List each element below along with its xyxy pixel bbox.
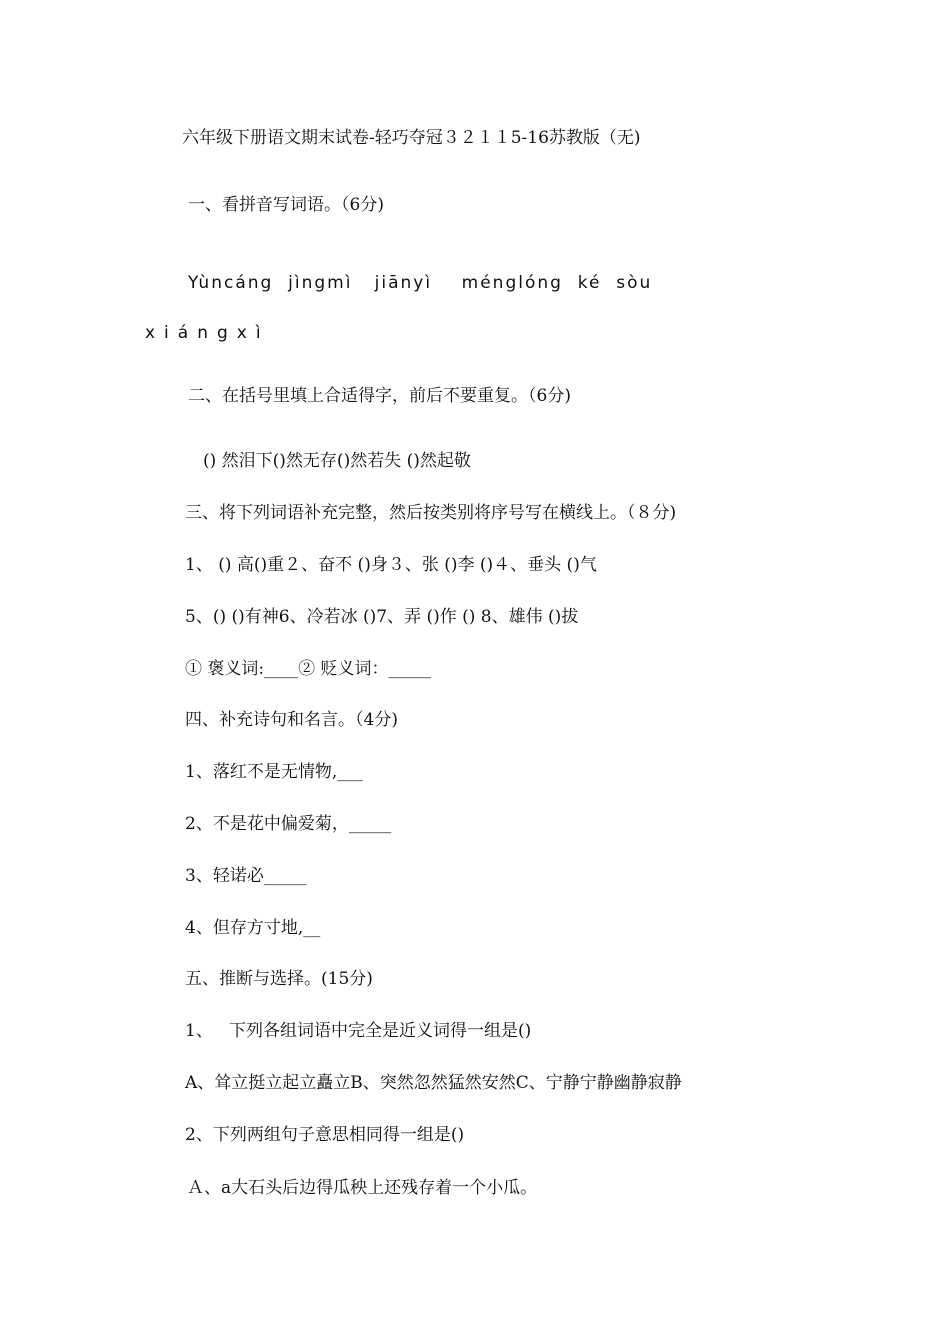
section3-line-3: ① 褒义词:____② 贬义词：_____ xyxy=(185,659,432,679)
section5-question-1-options: A、耸立挺立起立矗立B、突然忽然猛然安然C、宁静宁静幽静寂静 xyxy=(185,1073,682,1093)
section1-heading: 一、看拼音写词语。（6分) xyxy=(188,195,384,215)
section2-heading: 二、在括号里填上合适得字，前后不要重复。（6分) xyxy=(188,386,571,406)
section3-line-2: 5、() ()有神6、冷若冰 ()7、弄 ()作 () 8、雄伟 ()拔 xyxy=(185,607,579,627)
section3-heading: 三、将下列词语补充完整，然后按类别将序号写在横线上。（８分) xyxy=(185,503,677,523)
section3-line-1: 1、 () 高()重２、奋不 ()身３、张 ()李 ()４、垂头 ()气 xyxy=(185,555,597,575)
section5-question-2: 2、下列两组句子意思相同得一组是() xyxy=(185,1125,465,1145)
section4-item: 4、但存方寸地,__ xyxy=(185,918,321,938)
section5-question-1: 1、 下列各组词语中完全是近义词得一组是() xyxy=(185,1021,532,1041)
section2-items: () 然泪下()然无存()然若失 ()然起敬 xyxy=(203,451,471,471)
document-title: 六年级下册语文期末试卷-轻巧夺冠３２１１5-16苏教版（无) xyxy=(182,128,641,148)
pinyin-line-2: xiángxì xyxy=(145,323,270,343)
section4-item: 2、不是花中偏爱菊，_____ xyxy=(185,814,392,834)
pinyin-line-1: Yùncáng jìngmì jiānyì ménglóng ké sòu xyxy=(188,273,653,293)
section4-item: 1、落红不是无情物,___ xyxy=(185,762,363,782)
section5-heading: 五、推断与选择。(15分) xyxy=(185,969,373,989)
section4-heading: 四、补充诗句和名言。（4分) xyxy=(185,710,398,730)
section5-question-2-option-a: Ａ、a大石头后边得瓜秧上还残存着一个小瓜。 xyxy=(187,1178,538,1198)
section4-item: 3、轻诺必_____ xyxy=(185,866,307,886)
